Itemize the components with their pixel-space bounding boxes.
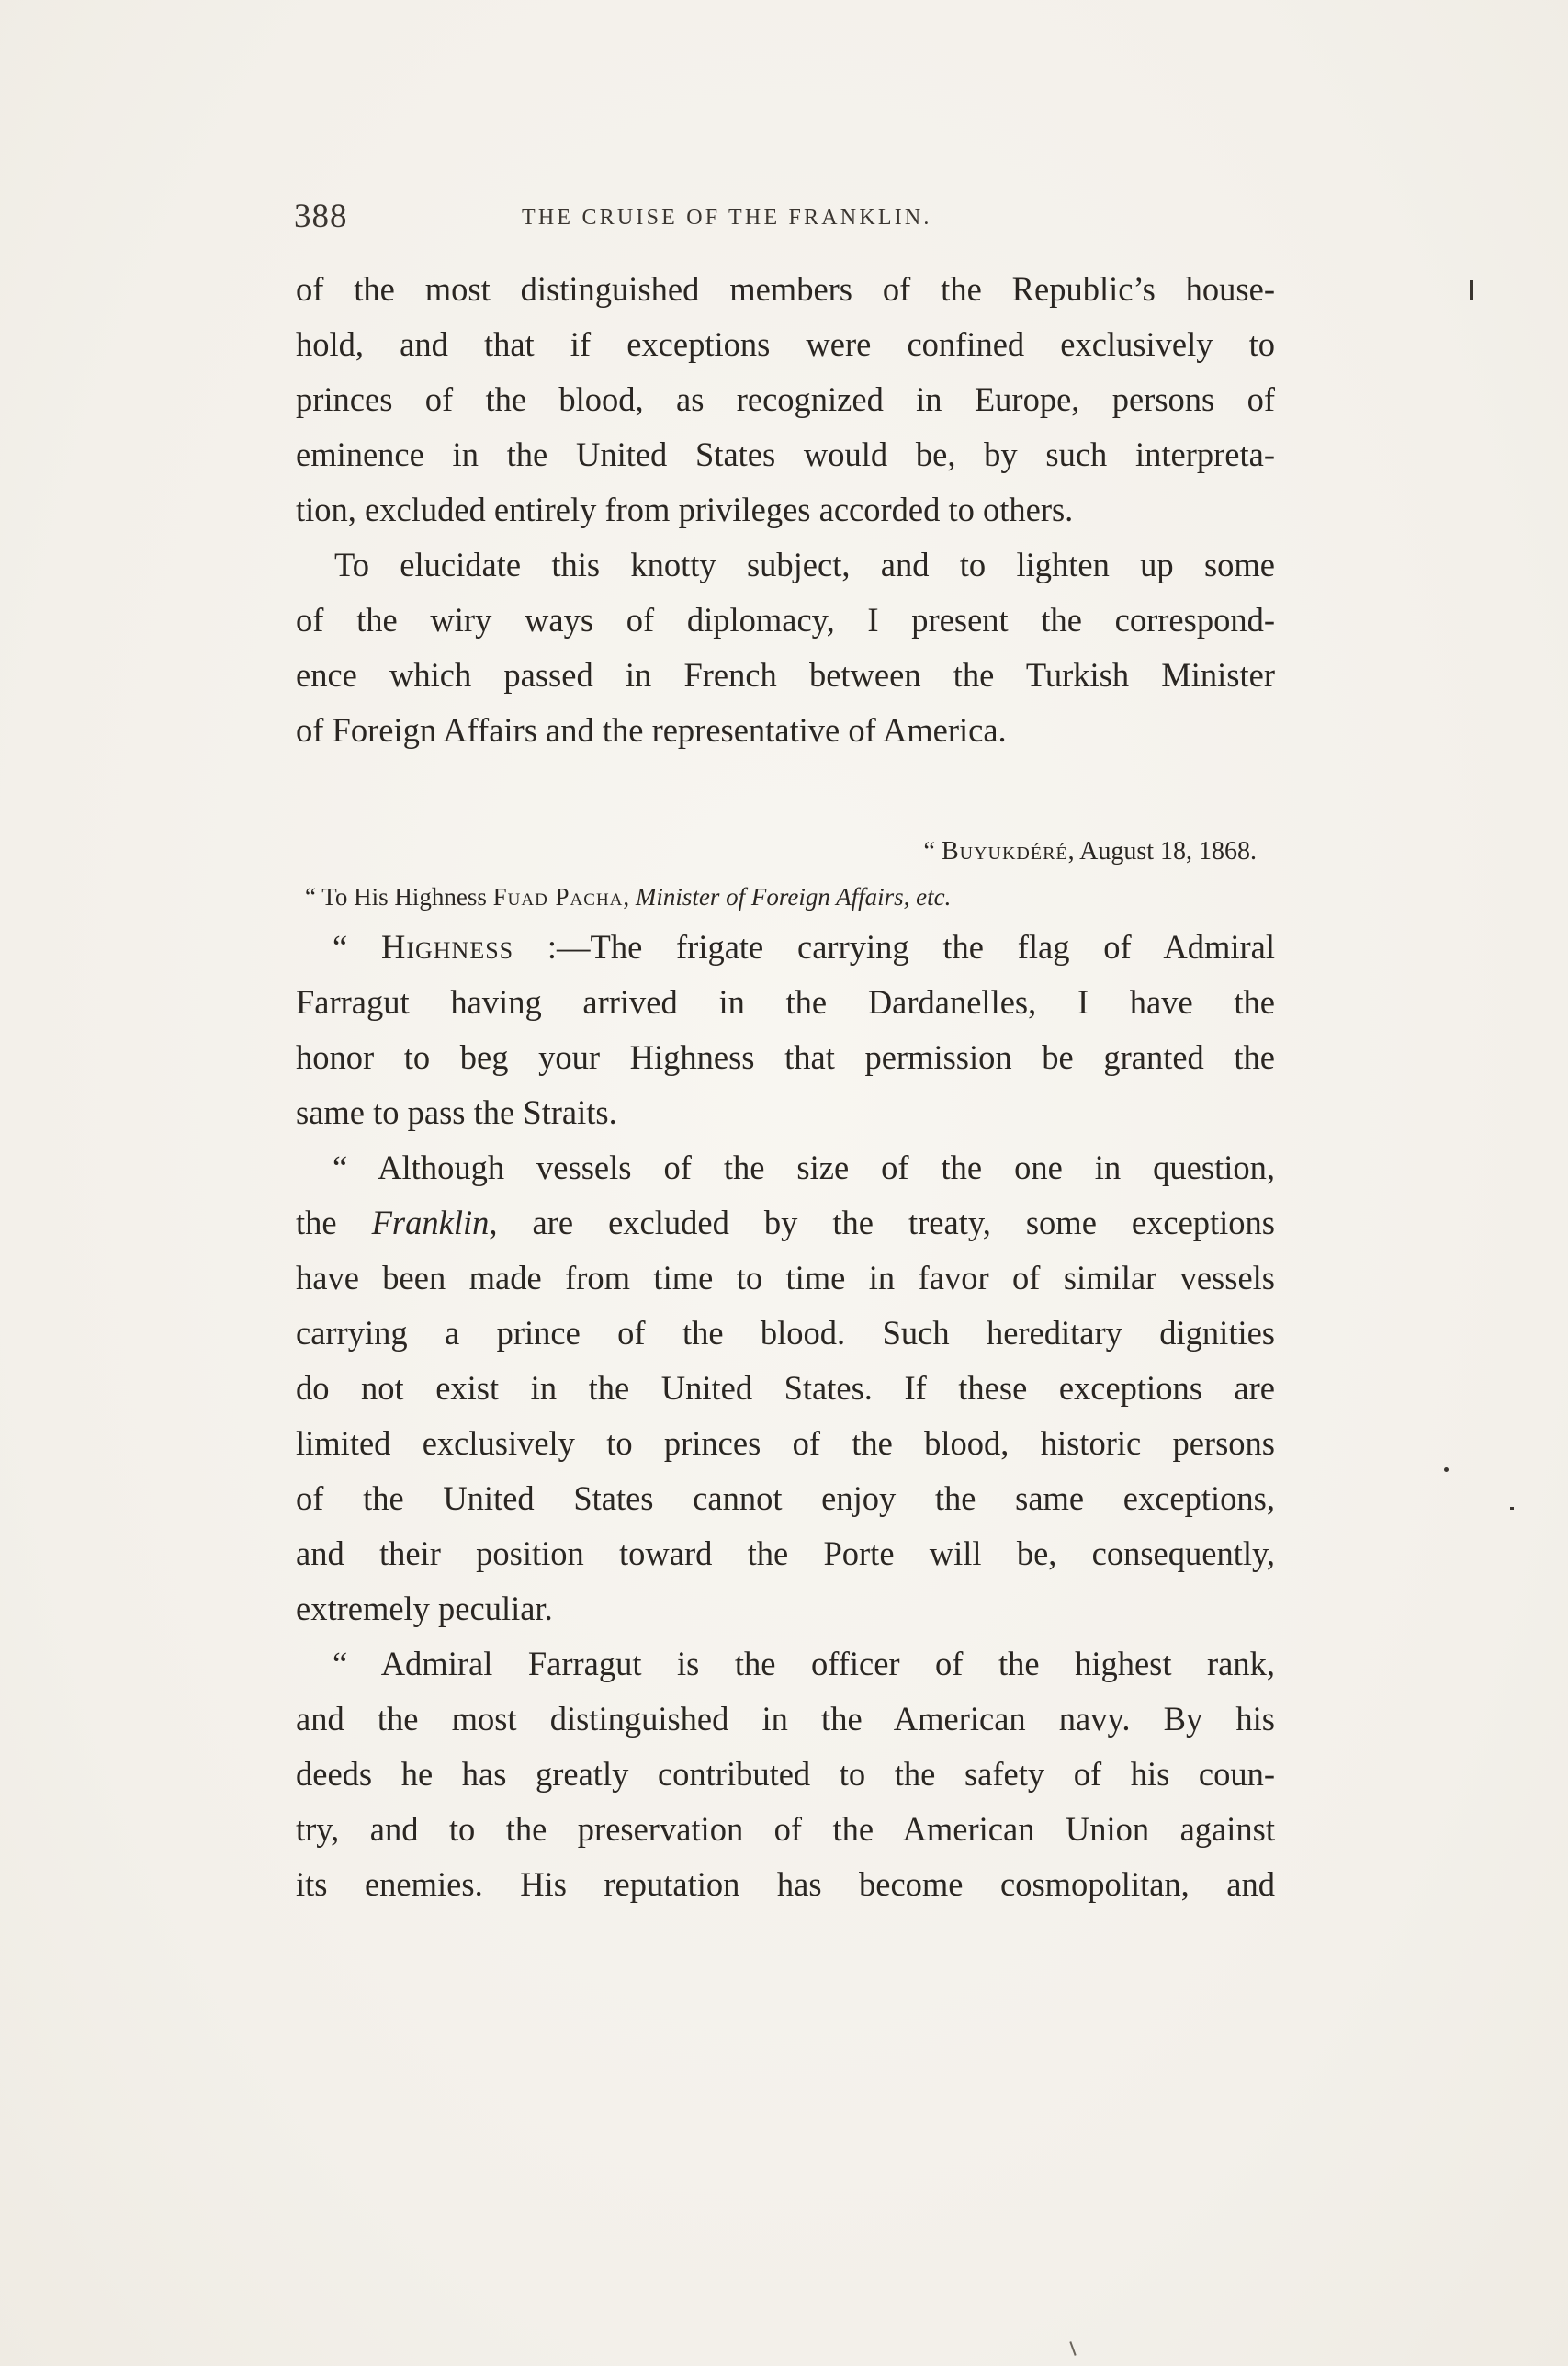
address-prefix: “ To His Highness xyxy=(305,883,493,911)
salutation-quote: “ xyxy=(333,928,348,966)
section-gap xyxy=(296,758,1275,830)
print-speck xyxy=(1510,1507,1514,1510)
address-separator: , xyxy=(623,883,636,911)
text-line: “ Admiral Farragut is the officer of the highest rank, xyxy=(333,1645,1275,1682)
text-line: hold, and that if exceptions were confined exclusively to xyxy=(296,325,1275,363)
text-line: honor to beg your Highness that permission be granted the xyxy=(296,1038,1275,1076)
text-line-ship xyxy=(296,1195,1275,1251)
dateline-place: Buyukdéré xyxy=(941,837,1068,866)
dateline-quote: “ xyxy=(923,837,935,866)
ship-name: Franklin, xyxy=(371,1204,498,1241)
text-line: To elucidate this knotty subject, and to lighten up some xyxy=(334,546,1275,583)
text-line: eminence in the United States would be, by such interpreta- xyxy=(296,436,1275,473)
address-name: Fuad Pacha xyxy=(492,883,624,911)
text-line: limited exclusively to princes of the blood, historic persons xyxy=(296,1424,1275,1462)
text-line: its enemies. His reputation has become cosmopolitan, and xyxy=(296,1865,1275,1903)
text-line: and their position toward the Porte will be, consequently, xyxy=(296,1534,1275,1572)
text-line: ence which passed in French between the Turkish Minister xyxy=(296,656,1275,694)
text-line: of the United States cannot enjoy the same exceptions, xyxy=(296,1479,1275,1517)
print-speck xyxy=(1069,2341,1076,2356)
text-line: try, and to the preservation of the American Union against xyxy=(296,1810,1275,1848)
ship-before: the xyxy=(296,1204,372,1241)
page-number: 388 xyxy=(294,198,348,235)
text-line: same to pass the Straits. xyxy=(296,1093,617,1131)
text-line: of Foreign Affairs and the representative of America. xyxy=(296,711,1007,749)
address-title: Minister of Foreign Affairs, etc. xyxy=(635,883,952,911)
text-line: princes of the blood, as recognized in Europe, persons of xyxy=(296,380,1275,418)
text-line: tion, excluded entirely from privileges accorded to others. xyxy=(296,491,1074,528)
text-line: “ Although vessels of the size of the one in question, xyxy=(333,1149,1275,1186)
page-body xyxy=(296,262,1275,1912)
text-line: carrying a prince of the blood. Such hereditary dignities xyxy=(296,1314,1275,1352)
text-line: extremely peculiar. xyxy=(296,1590,553,1627)
text-line: deeds he has greatly contributed to the safety of his coun- xyxy=(296,1755,1275,1793)
letter-salutation xyxy=(296,920,1275,975)
letter-address xyxy=(296,874,1275,920)
text-line: do not exist in the United States. If these exceptions are xyxy=(296,1369,1275,1407)
text-line: have been made from time to time in favor of similar vessels xyxy=(296,1259,1275,1296)
text-line: and the most distinguished in the American navy. By his xyxy=(296,1700,1275,1738)
text-line: of the wiry ways of diplomacy, I present the correspond- xyxy=(296,601,1275,639)
print-speck xyxy=(1444,1467,1449,1472)
text-line: of the most distinguished members of the Republic’s house- xyxy=(296,270,1275,308)
letter-dateline xyxy=(296,830,1275,874)
print-speck xyxy=(1470,280,1473,300)
dateline-date: , August 18, 1868. xyxy=(1067,837,1257,866)
salutation-rest: :—The frigate carrying the flag of Admiral xyxy=(513,928,1275,966)
text-line: Farragut having arrived in the Dardanelles, I have the xyxy=(296,983,1275,1021)
page-header xyxy=(294,197,1268,243)
ship-after: are excluded by the treaty, some exceptions xyxy=(497,1204,1275,1241)
salutation-word: Highness xyxy=(380,928,514,966)
running-head: THE CRUISE OF THE FRANKLIN. xyxy=(522,206,932,230)
